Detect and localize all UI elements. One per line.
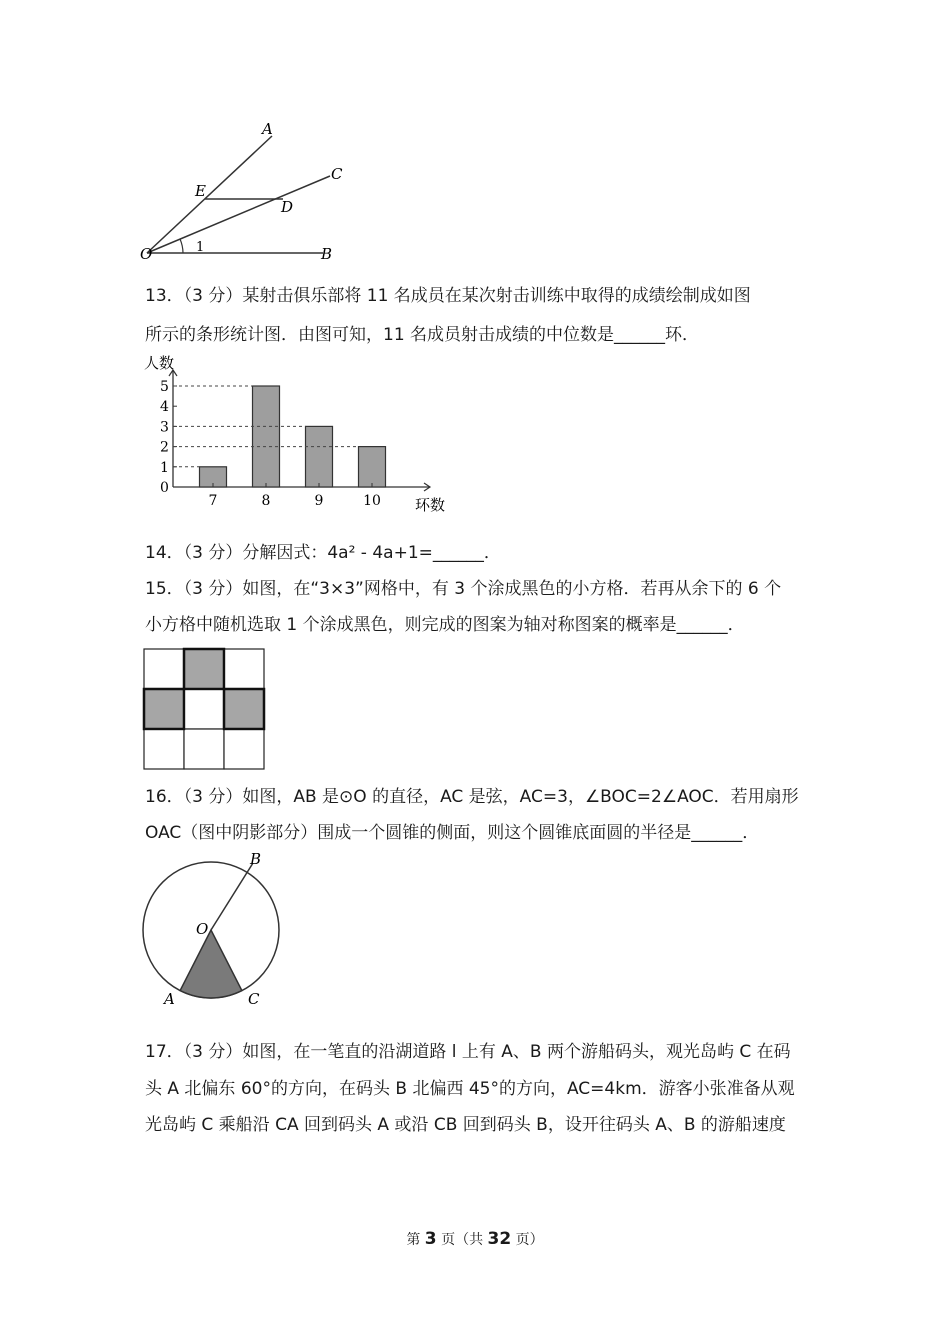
q17-line-3: 光岛屿 C 乘船沿 CA 回到码头 A 或沿 CB 回到码头 B，设开往码头 A、B 的游船速度 bbox=[145, 1115, 786, 1135]
footer-prefix: 第 bbox=[406, 1232, 421, 1248]
sector-oac bbox=[180, 930, 242, 998]
grid-cell bbox=[144, 729, 184, 769]
grid-cell-shaded bbox=[184, 649, 224, 689]
angle-figure bbox=[135, 118, 365, 268]
x-tick-label: 9 bbox=[314, 493, 324, 509]
q14-line-1: 14．（3 分）分解因式：4a² - 4a+1=______． bbox=[145, 543, 501, 563]
label-C: C bbox=[331, 165, 343, 183]
bar-10 bbox=[359, 447, 386, 487]
angle-1-arc bbox=[180, 239, 183, 253]
grid-cell-shaded bbox=[224, 689, 264, 729]
q15-line-2: 小方格中随机选取 1 个涂成黑色，则完成的图案为轴对称图案的概率是______． bbox=[145, 615, 745, 635]
ray-oc bbox=[147, 176, 330, 253]
ray-oa bbox=[147, 136, 272, 253]
label-B: B bbox=[321, 245, 333, 263]
y-tick-label: 4 bbox=[160, 399, 169, 416]
bar-9 bbox=[306, 426, 333, 487]
grid-cell bbox=[144, 649, 184, 689]
label-O: O bbox=[140, 245, 153, 263]
footer-middle: 页（共 bbox=[441, 1232, 484, 1248]
chart-xlabel: 环数 bbox=[415, 496, 446, 514]
circle-sector-figure bbox=[140, 848, 300, 1013]
chart-ylabel: 人数 bbox=[144, 354, 175, 372]
grid-cell-shaded bbox=[144, 689, 184, 729]
grid-cell bbox=[224, 729, 264, 769]
q16-line-2: OAC（图中阴影部分）围成一个圆锥的侧面，则这个圆锥底面圆的半径是______． bbox=[145, 823, 760, 843]
grid-cell bbox=[184, 729, 224, 769]
page-footer bbox=[0, 1229, 950, 1249]
x-tick-label: 7 bbox=[208, 493, 218, 509]
y-tick-label: 1 bbox=[160, 459, 169, 476]
q16-line-1: 16．（3 分）如图，AB 是⊙O 的直径，AC 是弦，AC=3，∠BOC=2∠AOC．若用扇形 bbox=[145, 787, 799, 807]
x-tick-label: 8 bbox=[261, 493, 271, 509]
y-tick-label: 0 bbox=[160, 480, 169, 496]
x-tick-label: 10 bbox=[363, 493, 381, 509]
radius-ob bbox=[211, 863, 253, 930]
q17-line-1: 17．（3 分）如图，在一笔直的沿湖道路 l 上有 A、B 两个游船码头，观光岛屿 C 在码 bbox=[145, 1042, 791, 1062]
y-tick-label: 5 bbox=[160, 379, 169, 395]
label-B: B bbox=[250, 850, 262, 868]
grid-cell bbox=[224, 649, 264, 689]
label-C: C bbox=[248, 990, 260, 1008]
y-tick-label: 3 bbox=[160, 419, 169, 436]
label-A: A bbox=[164, 990, 175, 1008]
label-angle-1: 1 bbox=[196, 240, 205, 255]
label-O: O bbox=[196, 920, 209, 938]
grid-cell bbox=[184, 689, 224, 729]
q13-line-2: 所示的条形统计图．由图可知，11 名成员射击成绩的中位数是______环． bbox=[145, 325, 700, 345]
label-D: D bbox=[281, 198, 294, 216]
y-tick-label: 2 bbox=[160, 439, 169, 456]
q15-line-1: 15．（3 分）如图，在“3×3”网格中，有 3 个涂成黑色的小方格．若再从余下的 6 个 bbox=[145, 579, 782, 599]
footer-total-pages: 32 bbox=[487, 1229, 512, 1249]
q17-line-2: 头 A 北偏东 60°的方向，在码头 B 北偏西 45°的方向，AC=4km．游客小张准备从观 bbox=[145, 1079, 795, 1099]
label-E: E bbox=[195, 182, 206, 200]
grid-3x3-figure bbox=[142, 647, 266, 771]
footer-suffix: 页） bbox=[515, 1232, 544, 1248]
bar-8 bbox=[253, 386, 280, 487]
bar-chart bbox=[140, 350, 460, 515]
label-A: A bbox=[262, 120, 273, 138]
q13-line-1: 13．（3 分）某射击俱乐部将 11 名成员在某次射击训练中取得的成绩绘制成如图 bbox=[145, 286, 751, 306]
footer-page-number: 3 bbox=[424, 1229, 437, 1249]
